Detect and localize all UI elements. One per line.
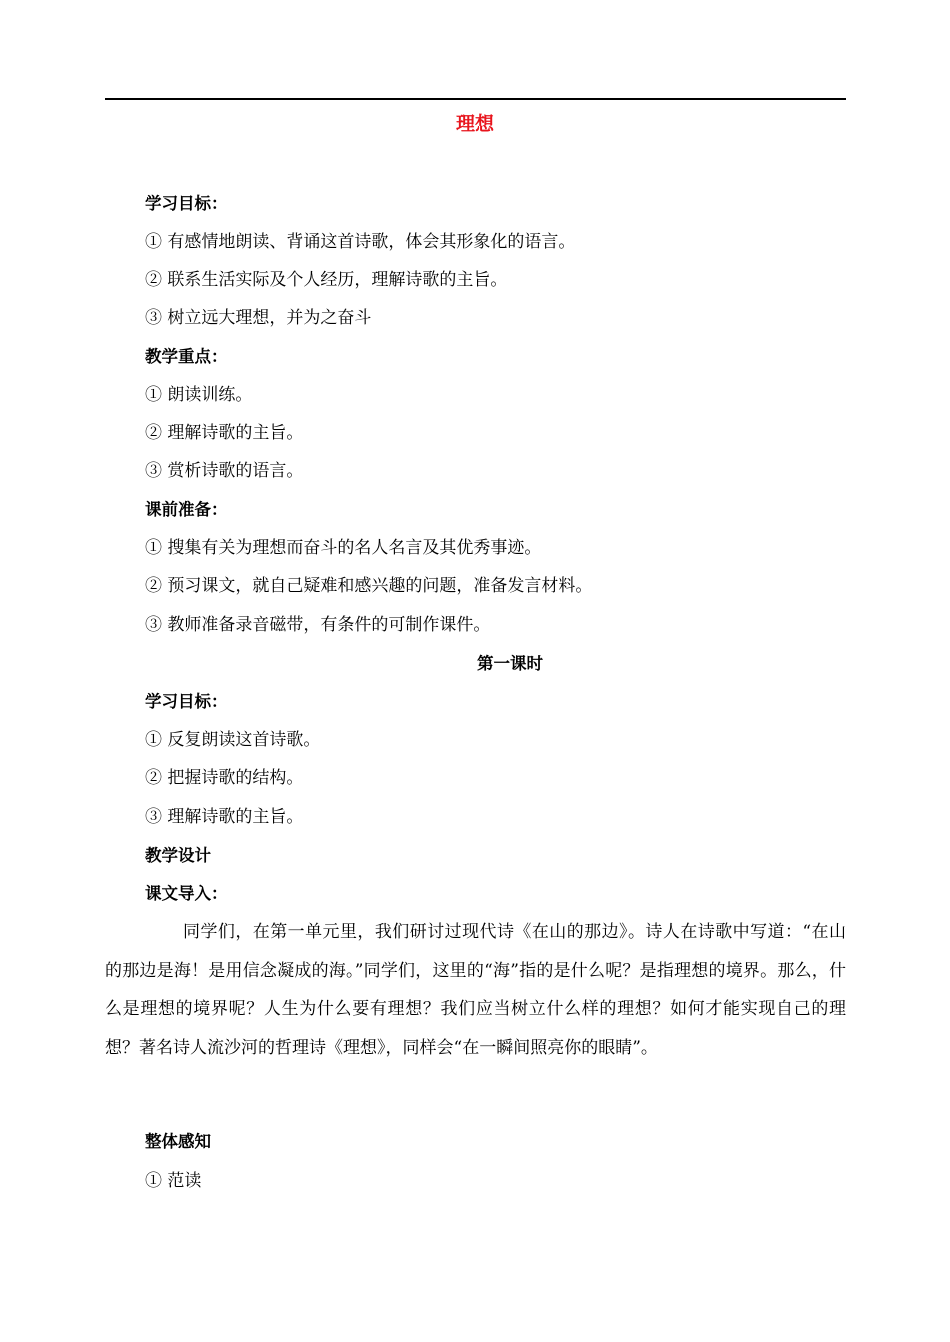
header-rule (105, 98, 846, 100)
key-point-item-3: ③ 赏析诗歌的语言。 (145, 461, 304, 481)
goal-item-1: ① 有感情地朗读、背诵这首诗歌，体会其形象化的语言。 (145, 232, 576, 252)
intro-heading: 课文导入： (145, 884, 228, 903)
overall-perception-heading: 整体感知 (145, 1132, 211, 1151)
preparation-item-2: ② 预习课文，就自己疑难和感兴趣的问题，准备发言材料。 (145, 576, 593, 596)
lesson-goals-heading: 学习目标： (145, 692, 228, 711)
section-heading-goals: 学习目标： (145, 194, 228, 213)
teaching-design-heading: 教学设计 (145, 846, 211, 865)
key-point-item-1: ① 朗读训练。 (145, 385, 253, 405)
goal-item-3: ③ 树立远大理想，并为之奋斗 (145, 308, 372, 328)
lesson-heading: 第一课时 (477, 654, 543, 673)
overall-item-1: ① 范读 (145, 1171, 202, 1191)
document-title: 理想 (455, 113, 494, 135)
lesson-goal-item-3: ③ 理解诗歌的主旨。 (145, 807, 304, 827)
lesson-goal-item-1: ① 反复朗读这首诗歌。 (145, 730, 321, 750)
lesson-goal-item-2: ② 把握诗歌的结构。 (145, 768, 304, 788)
preparation-item-1: ① 搜集有关为理想而奋斗的名人名言及其优秀事迹。 (145, 538, 542, 558)
section-heading-preparation: 课前准备： (145, 500, 228, 519)
intro-paragraph: 同学们，在第一单元里，我们研讨过现代诗《在山的那边》。诗人在诗歌中写道：“在山的那边是海！是用信念凝成的海。”同学们，这里的“海”指的是什么呢？是指理想的境界。那么，什么是理想的境界呢？人生为什么要有理想？我们应当树立什么样的理想？如何才能实现自己的理想？著名诗人流沙河的哲理诗《理想》，同样会“在一瞬间照亮你的眼睛”。 (105, 922, 846, 1058)
preparation-item-3: ③ 教师准备录音磁带，有条件的可制作课件。 (145, 615, 491, 635)
goal-item-2: ② 联系生活实际及个人经历，理解诗歌的主旨。 (145, 270, 508, 290)
section-heading-key-points: 教学重点： (145, 347, 228, 366)
key-point-item-2: ② 理解诗歌的主旨。 (145, 423, 304, 443)
